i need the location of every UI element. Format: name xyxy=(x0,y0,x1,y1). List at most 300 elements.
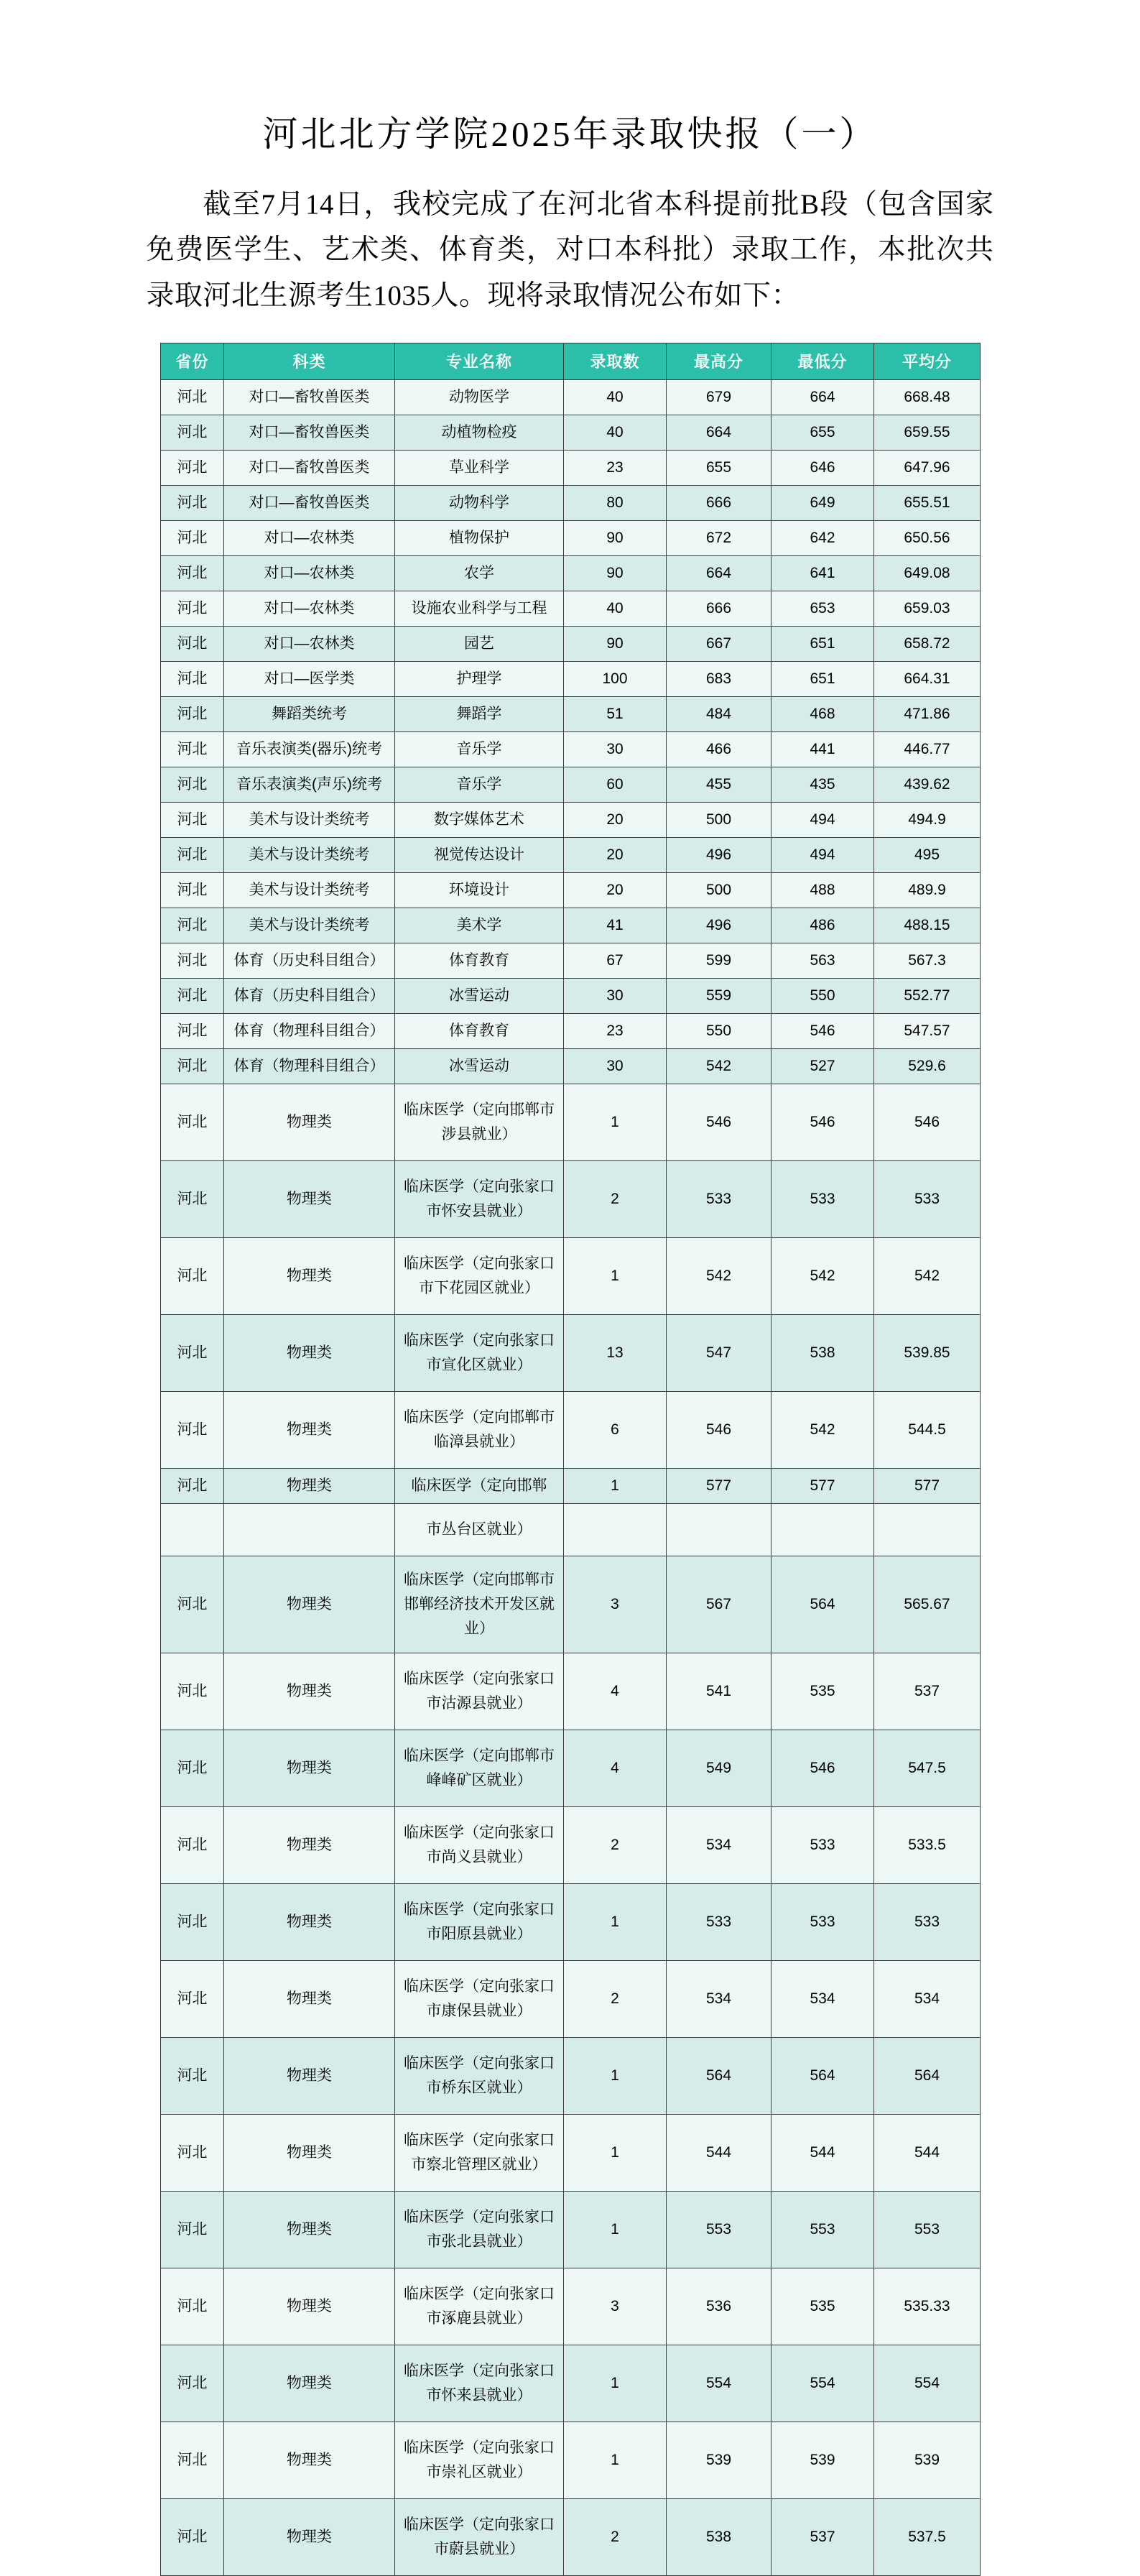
table-row xyxy=(161,1048,981,1084)
cell-avg-score: 439.62 xyxy=(874,767,981,802)
cell-max-score: 564 xyxy=(667,2038,771,2115)
cell-major: 临床医学（定向邯郸 xyxy=(395,1469,564,1504)
cell-admitted-count: 13 xyxy=(564,1315,667,1392)
cell-max-score: 577 xyxy=(667,1469,771,1504)
cell-min-score: 533 xyxy=(771,1161,874,1238)
cell-avg-score: 488.15 xyxy=(874,908,981,943)
cell-major: 临床医学（定向张家口市怀安县就业） xyxy=(395,1161,564,1238)
cell-province: 河北 xyxy=(161,943,224,978)
cell-min-score: 642 xyxy=(771,520,874,555)
cell-avg-score: 535.33 xyxy=(874,2268,981,2345)
cell-category: 物理类 xyxy=(224,1730,395,1807)
cell-admitted-count: 51 xyxy=(564,696,667,731)
cell-min-score: 539 xyxy=(771,2422,874,2499)
cell-max-score: 553 xyxy=(667,2192,771,2268)
cell-admitted-count: 2 xyxy=(564,2499,667,2576)
cell-category: 体育（物理科目组合） xyxy=(224,1013,395,1048)
cell-admitted-count: 23 xyxy=(564,1013,667,1048)
cell-min-score: 546 xyxy=(771,1730,874,1807)
cell-category: 体育（历史科目组合） xyxy=(224,943,395,978)
cell-major: 园艺 xyxy=(395,626,564,661)
cell-avg-score: 547.5 xyxy=(874,1730,981,1807)
table-row xyxy=(161,696,981,731)
cell-category: 物理类 xyxy=(224,1807,395,1884)
cell-min-score: 646 xyxy=(771,450,874,485)
cell-major: 植物保护 xyxy=(395,520,564,555)
cell-min-score: 564 xyxy=(771,2038,874,2115)
cell-category: 物理类 xyxy=(224,1653,395,1730)
table-row xyxy=(161,450,981,485)
cell-max-score xyxy=(667,1504,771,1556)
admission-table-container xyxy=(160,343,980,2576)
cell-min-score: 641 xyxy=(771,555,874,591)
cell-admitted-count: 80 xyxy=(564,485,667,520)
cell-min-score: 653 xyxy=(771,591,874,626)
cell-province: 河北 xyxy=(161,2422,224,2499)
column-header-major: 专业名称 xyxy=(395,343,564,379)
cell-province: 河北 xyxy=(161,767,224,802)
cell-admitted-count: 41 xyxy=(564,908,667,943)
cell-admitted-count: 2 xyxy=(564,1161,667,1238)
cell-major: 临床医学（定向张家口市察北管理区就业） xyxy=(395,2115,564,2192)
cell-province: 河北 xyxy=(161,1084,224,1161)
cell-admitted-count: 23 xyxy=(564,450,667,485)
cell-min-score: 534 xyxy=(771,1961,874,2038)
table-row xyxy=(161,943,981,978)
cell-province: 河北 xyxy=(161,626,224,661)
cell-major: 临床医学（定向张家口市涿鹿县就业） xyxy=(395,2268,564,2345)
cell-province: 河北 xyxy=(161,731,224,767)
cell-min-score: 553 xyxy=(771,2192,874,2268)
cell-province: 河北 xyxy=(161,591,224,626)
cell-admitted-count: 1 xyxy=(564,2192,667,2268)
cell-category: 对口—医学类 xyxy=(224,661,395,696)
cell-avg-score: 547.57 xyxy=(874,1013,981,1048)
cell-avg-score: 567.3 xyxy=(874,943,981,978)
cell-admitted-count: 90 xyxy=(564,555,667,591)
cell-avg-score: 529.6 xyxy=(874,1048,981,1084)
intro-paragraph xyxy=(147,182,994,318)
cell-min-score: 546 xyxy=(771,1084,874,1161)
cell-province: 河北 xyxy=(161,485,224,520)
cell-max-score: 542 xyxy=(667,1048,771,1084)
cell-max-score: 549 xyxy=(667,1730,771,1807)
cell-category: 物理类 xyxy=(224,1392,395,1469)
cell-province: 河北 xyxy=(161,2345,224,2422)
cell-min-score: 544 xyxy=(771,2115,874,2192)
cell-min-score: 563 xyxy=(771,943,874,978)
column-header-admitted-count: 录取数 xyxy=(564,343,667,379)
table-row xyxy=(161,520,981,555)
cell-min-score: 494 xyxy=(771,802,874,837)
cell-category: 物理类 xyxy=(224,1238,395,1315)
table-row xyxy=(161,1469,981,1504)
cell-avg-score: 658.72 xyxy=(874,626,981,661)
table-row xyxy=(161,1084,981,1161)
cell-category: 对口—农林类 xyxy=(224,626,395,661)
cell-max-score: 538 xyxy=(667,2499,771,2576)
table-row xyxy=(161,978,981,1013)
cell-avg-score: 664.31 xyxy=(874,661,981,696)
table-row xyxy=(161,1315,981,1392)
cell-major: 临床医学（定向张家口市宣化区就业） xyxy=(395,1315,564,1392)
cell-max-score: 679 xyxy=(667,379,771,415)
cell-major: 临床医学（定向邯郸市邯郸经济技术开发区就业） xyxy=(395,1556,564,1653)
cell-max-score: 672 xyxy=(667,520,771,555)
cell-max-score: 664 xyxy=(667,555,771,591)
cell-admitted-count: 60 xyxy=(564,767,667,802)
cell-admitted-count: 20 xyxy=(564,837,667,872)
cell-province: 河北 xyxy=(161,1161,224,1238)
cell-admitted-count: 1 xyxy=(564,1469,667,1504)
table-row xyxy=(161,2422,981,2499)
cell-min-score: 550 xyxy=(771,978,874,1013)
cell-category: 音乐表演类(声乐)统考 xyxy=(224,767,395,802)
table-row xyxy=(161,2115,981,2192)
cell-category xyxy=(224,1504,395,1556)
cell-avg-score: 546 xyxy=(874,1084,981,1161)
cell-max-score: 546 xyxy=(667,1084,771,1161)
cell-max-score: 533 xyxy=(667,1884,771,1961)
cell-admitted-count: 4 xyxy=(564,1653,667,1730)
cell-avg-score: 655.51 xyxy=(874,485,981,520)
cell-avg-score: 533.5 xyxy=(874,1807,981,1884)
cell-category: 对口—畜牧兽医类 xyxy=(224,485,395,520)
cell-province: 河北 xyxy=(161,872,224,908)
cell-max-score: 484 xyxy=(667,696,771,731)
cell-max-score: 534 xyxy=(667,1807,771,1884)
cell-avg-score: 577 xyxy=(874,1469,981,1504)
cell-major: 临床医学（定向张家口市尚义县就业） xyxy=(395,1807,564,1884)
cell-province: 河北 xyxy=(161,2268,224,2345)
cell-max-score: 533 xyxy=(667,1161,771,1238)
cell-major: 冰雪运动 xyxy=(395,1048,564,1084)
cell-admitted-count: 3 xyxy=(564,2268,667,2345)
cell-province: 河北 xyxy=(161,415,224,450)
cell-category: 美术与设计类统考 xyxy=(224,837,395,872)
cell-province: 河北 xyxy=(161,450,224,485)
cell-category: 对口—畜牧兽医类 xyxy=(224,415,395,450)
cell-min-score: 533 xyxy=(771,1884,874,1961)
table-row xyxy=(161,2268,981,2345)
cell-avg-score: 539 xyxy=(874,2422,981,2499)
cell-avg-score: 544 xyxy=(874,2115,981,2192)
table-row xyxy=(161,2499,981,2576)
table-row xyxy=(161,767,981,802)
cell-province: 河北 xyxy=(161,1556,224,1653)
cell-province: 河北 xyxy=(161,1653,224,1730)
table-row xyxy=(161,2192,981,2268)
cell-category: 物理类 xyxy=(224,2192,395,2268)
cell-avg-score: 537 xyxy=(874,1653,981,1730)
cell-max-score: 541 xyxy=(667,1653,771,1730)
cell-category: 物理类 xyxy=(224,1161,395,1238)
cell-min-score: 546 xyxy=(771,1013,874,1048)
cell-avg-score: 668.48 xyxy=(874,379,981,415)
cell-min-score: 441 xyxy=(771,731,874,767)
cell-category: 物理类 xyxy=(224,1884,395,1961)
intro-paragraph-text: 截至7月14日，我校完成了在河北省本科提前批B段（包含国家免费医学生、艺术类、体育类，对口本科批）录取工作，本批次共录取河北生源考生1035人。现将录取情况公布如下： xyxy=(146,189,994,311)
cell-min-score: 527 xyxy=(771,1048,874,1084)
cell-admitted-count: 1 xyxy=(564,2422,667,2499)
column-header-min-score: 最低分 xyxy=(771,343,874,379)
cell-min-score: 537 xyxy=(771,2499,874,2576)
cell-major: 临床医学（定向张家口市康保县就业） xyxy=(395,1961,564,2038)
column-header-max-score: 最高分 xyxy=(667,343,771,379)
cell-category: 美术与设计类统考 xyxy=(224,872,395,908)
table-row xyxy=(161,1161,981,1238)
cell-category: 物理类 xyxy=(224,1315,395,1392)
table-row xyxy=(161,591,981,626)
cell-major: 音乐学 xyxy=(395,767,564,802)
table-row xyxy=(161,661,981,696)
cell-major: 环境设计 xyxy=(395,872,564,908)
cell-major: 视觉传达设计 xyxy=(395,837,564,872)
table-row xyxy=(161,555,981,591)
cell-min-score: 535 xyxy=(771,1653,874,1730)
cell-province: 河北 xyxy=(161,1807,224,1884)
column-header-province: 省份 xyxy=(161,343,224,379)
cell-max-score: 536 xyxy=(667,2268,771,2345)
cell-category: 物理类 xyxy=(224,2268,395,2345)
cell-major: 动植物检疫 xyxy=(395,415,564,450)
cell-major: 临床医学（定向张家口市崇礼区就业） xyxy=(395,2422,564,2499)
cell-max-score: 496 xyxy=(667,837,771,872)
cell-max-score: 500 xyxy=(667,872,771,908)
cell-avg-score: 494.9 xyxy=(874,802,981,837)
cell-admitted-count: 3 xyxy=(564,1556,667,1653)
cell-major: 美术学 xyxy=(395,908,564,943)
cell-category: 体育（物理科目组合） xyxy=(224,1048,395,1084)
table-row xyxy=(161,1653,981,1730)
cell-min-score: 538 xyxy=(771,1315,874,1392)
table-body xyxy=(161,379,981,2575)
cell-max-score: 667 xyxy=(667,626,771,661)
cell-avg-score: 489.9 xyxy=(874,872,981,908)
cell-avg-score: 534 xyxy=(874,1961,981,2038)
cell-category: 舞蹈类统考 xyxy=(224,696,395,731)
cell-avg-score: 565.67 xyxy=(874,1556,981,1653)
cell-major: 临床医学（定向邯郸市临漳县就业） xyxy=(395,1392,564,1469)
cell-avg-score: 647.96 xyxy=(874,450,981,485)
cell-min-score: 577 xyxy=(771,1469,874,1504)
cell-category: 物理类 xyxy=(224,2038,395,2115)
cell-admitted-count: 1 xyxy=(564,2345,667,2422)
table-row xyxy=(161,1807,981,1884)
table-row xyxy=(161,379,981,415)
cell-category: 物理类 xyxy=(224,1556,395,1653)
cell-admitted-count: 4 xyxy=(564,1730,667,1807)
cell-admitted-count: 20 xyxy=(564,802,667,837)
cell-category: 对口—农林类 xyxy=(224,591,395,626)
cell-province: 河北 xyxy=(161,661,224,696)
cell-admitted-count: 2 xyxy=(564,1961,667,2038)
table-row xyxy=(161,1884,981,1961)
cell-province: 河北 xyxy=(161,908,224,943)
cell-avg-score: 544.5 xyxy=(874,1392,981,1469)
cell-max-score: 496 xyxy=(667,908,771,943)
cell-major: 临床医学（定向张家口市张北县就业） xyxy=(395,2192,564,2268)
cell-province: 河北 xyxy=(161,2038,224,2115)
table-row xyxy=(161,837,981,872)
cell-avg-score: 495 xyxy=(874,837,981,872)
table-row xyxy=(161,485,981,520)
cell-province: 河北 xyxy=(161,1048,224,1084)
cell-admitted-count: 20 xyxy=(564,872,667,908)
admission-table xyxy=(160,343,981,2576)
cell-min-score: 488 xyxy=(771,872,874,908)
cell-category: 美术与设计类统考 xyxy=(224,908,395,943)
cell-max-score: 655 xyxy=(667,450,771,485)
cell-province xyxy=(161,1504,224,1556)
cell-max-score: 542 xyxy=(667,1238,771,1315)
cell-major: 动物科学 xyxy=(395,485,564,520)
cell-category: 美术与设计类统考 xyxy=(224,802,395,837)
cell-avg-score: 659.03 xyxy=(874,591,981,626)
cell-admitted-count: 1 xyxy=(564,1884,667,1961)
cell-province: 河北 xyxy=(161,2499,224,2576)
table-row xyxy=(161,1238,981,1315)
cell-avg-score: 554 xyxy=(874,2345,981,2422)
cell-province: 河北 xyxy=(161,520,224,555)
cell-major: 数字媒体艺术 xyxy=(395,802,564,837)
cell-max-score: 664 xyxy=(667,415,771,450)
cell-min-score: 564 xyxy=(771,1556,874,1653)
cell-min-score: 486 xyxy=(771,908,874,943)
cell-major: 临床医学（定向张家口市阳原县就业） xyxy=(395,1884,564,1961)
cell-province: 河北 xyxy=(161,978,224,1013)
cell-admitted-count: 2 xyxy=(564,1807,667,1884)
table-row xyxy=(161,872,981,908)
cell-avg-score: 542 xyxy=(874,1238,981,1315)
cell-province: 河北 xyxy=(161,837,224,872)
cell-min-score: 542 xyxy=(771,1238,874,1315)
cell-province: 河北 xyxy=(161,2192,224,2268)
table-row xyxy=(161,2345,981,2422)
table-row xyxy=(161,415,981,450)
cell-min-score xyxy=(771,1504,874,1556)
cell-major: 临床医学（定向张家口市沽源县就业） xyxy=(395,1653,564,1730)
cell-major: 体育教育 xyxy=(395,1013,564,1048)
cell-province: 河北 xyxy=(161,1961,224,2038)
cell-admitted-count: 67 xyxy=(564,943,667,978)
cell-min-score: 664 xyxy=(771,379,874,415)
cell-category: 对口—畜牧兽医类 xyxy=(224,379,395,415)
cell-avg-score: 564 xyxy=(874,2038,981,2115)
cell-major: 冰雪运动 xyxy=(395,978,564,1013)
cell-max-score: 554 xyxy=(667,2345,771,2422)
table-row xyxy=(161,1961,981,2038)
cell-admitted-count: 40 xyxy=(564,415,667,450)
cell-max-score: 539 xyxy=(667,2422,771,2499)
cell-min-score: 554 xyxy=(771,2345,874,2422)
cell-max-score: 547 xyxy=(667,1315,771,1392)
cell-max-score: 567 xyxy=(667,1556,771,1653)
cell-avg-score: 533 xyxy=(874,1161,981,1238)
table-row xyxy=(161,1730,981,1807)
cell-admitted-count: 1 xyxy=(564,2115,667,2192)
cell-major: 临床医学（定向张家口市怀来县就业） xyxy=(395,2345,564,2422)
cell-major: 市丛台区就业） xyxy=(395,1504,564,1556)
cell-province: 河北 xyxy=(161,696,224,731)
cell-province: 河北 xyxy=(161,2115,224,2192)
cell-admitted-count: 40 xyxy=(564,379,667,415)
cell-major: 农学 xyxy=(395,555,564,591)
cell-min-score: 468 xyxy=(771,696,874,731)
table-row xyxy=(161,1504,981,1556)
cell-admitted-count: 1 xyxy=(564,1238,667,1315)
cell-major: 音乐学 xyxy=(395,731,564,767)
cell-avg-score: 649.08 xyxy=(874,555,981,591)
cell-province: 河北 xyxy=(161,1392,224,1469)
cell-max-score: 455 xyxy=(667,767,771,802)
cell-province: 河北 xyxy=(161,379,224,415)
cell-major: 临床医学（定向邯郸市峰峰矿区就业） xyxy=(395,1730,564,1807)
cell-category: 物理类 xyxy=(224,2422,395,2499)
cell-max-score: 466 xyxy=(667,731,771,767)
cell-max-score: 599 xyxy=(667,943,771,978)
cell-min-score: 651 xyxy=(771,661,874,696)
cell-max-score: 683 xyxy=(667,661,771,696)
cell-avg-score xyxy=(874,1504,981,1556)
cell-min-score: 535 xyxy=(771,2268,874,2345)
cell-avg-score: 552.77 xyxy=(874,978,981,1013)
cell-admitted-count xyxy=(564,1504,667,1556)
cell-category: 物理类 xyxy=(224,2499,395,2576)
cell-avg-score: 650.56 xyxy=(874,520,981,555)
cell-max-score: 666 xyxy=(667,485,771,520)
cell-admitted-count: 1 xyxy=(564,1084,667,1161)
cell-major: 临床医学（定向张家口市蔚县就业） xyxy=(395,2499,564,2576)
cell-admitted-count: 1 xyxy=(564,2038,667,2115)
cell-major: 草业科学 xyxy=(395,450,564,485)
cell-category: 物理类 xyxy=(224,1961,395,2038)
column-header-avg-score: 平均分 xyxy=(874,343,981,379)
cell-category: 体育（历史科目组合） xyxy=(224,978,395,1013)
cell-min-score: 435 xyxy=(771,767,874,802)
cell-min-score: 494 xyxy=(771,837,874,872)
cell-province: 河北 xyxy=(161,1884,224,1961)
cell-major: 临床医学（定向张家口市下花园区就业） xyxy=(395,1238,564,1315)
cell-avg-score: 446.77 xyxy=(874,731,981,767)
cell-admitted-count: 30 xyxy=(564,978,667,1013)
cell-avg-score: 553 xyxy=(874,2192,981,2268)
cell-category: 音乐表演类(器乐)统考 xyxy=(224,731,395,767)
cell-admitted-count: 40 xyxy=(564,591,667,626)
cell-avg-score: 539.85 xyxy=(874,1315,981,1392)
cell-admitted-count: 90 xyxy=(564,626,667,661)
cell-avg-score: 471.86 xyxy=(874,696,981,731)
cell-admitted-count: 6 xyxy=(564,1392,667,1469)
cell-major: 临床医学（定向张家口市桥东区就业） xyxy=(395,2038,564,2115)
cell-province: 河北 xyxy=(161,1730,224,1807)
cell-category: 物理类 xyxy=(224,2345,395,2422)
table-row xyxy=(161,626,981,661)
cell-admitted-count: 30 xyxy=(564,731,667,767)
table-row xyxy=(161,731,981,767)
table-row xyxy=(161,1556,981,1653)
cell-province: 河北 xyxy=(161,1013,224,1048)
cell-category: 物理类 xyxy=(224,1469,395,1504)
cell-province: 河北 xyxy=(161,555,224,591)
cell-province: 河北 xyxy=(161,1238,224,1315)
cell-min-score: 655 xyxy=(771,415,874,450)
table-row xyxy=(161,2038,981,2115)
table-row xyxy=(161,1392,981,1469)
cell-avg-score: 533 xyxy=(874,1884,981,1961)
column-header-category: 科类 xyxy=(224,343,395,379)
cell-admitted-count: 30 xyxy=(564,1048,667,1084)
